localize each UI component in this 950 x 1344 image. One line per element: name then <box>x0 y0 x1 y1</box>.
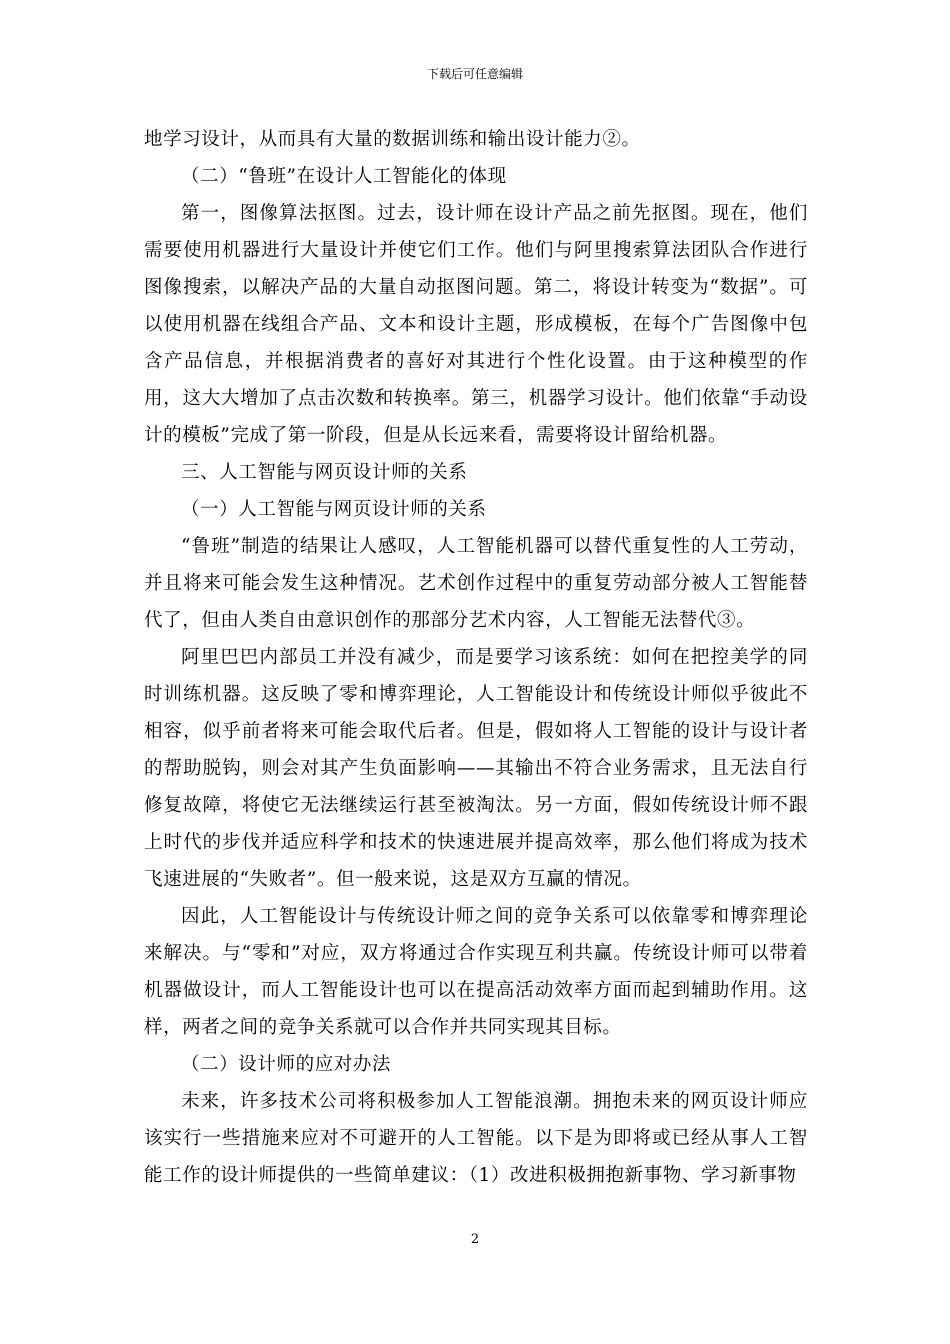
section-heading: 三、人工智能与网页设计师的关系 <box>181 462 468 483</box>
paragraph-continued: 地学习设计，从而具有大量的数据训练和输出设计能力②。 <box>144 129 641 150</box>
paragraph: 因此，人工智能设计与传统设计师之间的竞争关系可以依靠零和博弈理论来解决。与“零和”对应，双方将通过合作实现互利共赢。传统设计师可以带着机器做设计，而人工智能设计也可以在提高活动效率方面而起到辅助作用。这样，两者之间的竞争关系就可以合作并共同实现其目标。 <box>144 906 808 1038</box>
paragraph: 第一，图像算法抠图。过去，设计师在设计产品之前先抠图。现在，他们需要使用机器进行大量设计并使它们工作。他们与阿里搜索算法团队合作进行图像搜索，以解决产品的大量自动抠图问题。第二，将设计转变为“数据”。可以使用机器在线组合产品、文本和设计主题，形成模板，在每个广告图像中包含产品信息，并根据消费者的喜好对其进行个性化设置。由于这种模型的作用，这大大增加了点击次数和转换率。第三，机器学习设计。他们依靠“手动设计的模板”完成了第一阶段，但是从长远来看，需要将设计留给机器。 <box>144 203 808 446</box>
paragraph: “鲁班”制造的结果让人感叹，人工智能机器可以替代重复性的人工劳动，并且将来可能会发生这种情况。艺术创作过程中的重复劳动部分被人工智能替代了，但由人类自由意识创作的那部分艺术内容，人工智能无法替代③。 <box>144 536 808 631</box>
document-body <box>144 121 808 1194</box>
subsection-heading: （一）人工智能与网页设计师的关系 <box>181 499 487 520</box>
page-header: 下载后可任意编辑 <box>426 67 523 81</box>
subsection-heading: （二）设计师的应对办法 <box>181 1054 392 1075</box>
paragraph: 未来，许多技术公司将积极参加人工智能浪潮。拥抱未来的网页设计师应该实行一些措施来应对不可避开的人工智能。以下是为即将或已经从事人工智能工作的设计师提供的一些简单建议：（1）改进积极拥抱新事物、学习新事物 <box>144 1091 808 1186</box>
subsection-heading: （二）“鲁班”在设计人工智能化的体现 <box>181 166 507 187</box>
paragraph: 阿里巴巴内部员工并没有减少，而是要学习该系统：如何在把控美学的同时训练机器。这反映了零和博弈理论，人工智能设计和传统设计师似乎彼此不相容，似乎前者将来可能会取代后者。但是，假如将人工智能的设计与设计者的帮助脱钩，则会对其产生负面影响——其输出不符合业务需求，且无法自行修复故障，将使它无法继续运行甚至被淘汰。另一方面，假如传统设计师不跟上时代的步伐并适应科学和技术的快速进展并提高效率，那么他们将成为技术飞速进展的“失败者”。但一般来说，这是双方互赢的情况。 <box>144 647 808 890</box>
page-number: 2 <box>470 1232 480 1247</box>
